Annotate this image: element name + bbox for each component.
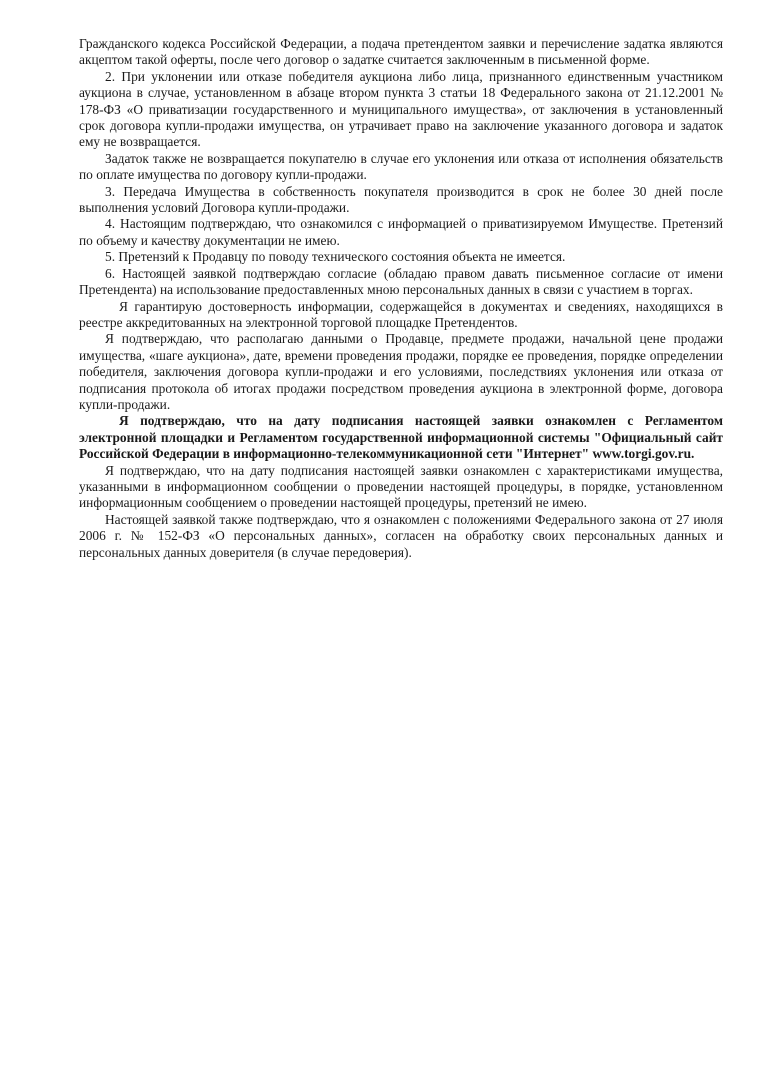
paragraph-seller-data: Я подтверждаю, что располагаю данными о Продавце, предмете продажи, начальной цене продажи имущества, «шаге аукциона», дате, времени проведения продажи, порядке ее проведения, порядке определении победителя, заключения договора купли-продажи и его условиями, последствиях уклонения или отказа от подписания протокола об итогах продажи посредством проведения аукциона в электронной форме, договора купли-продажи. bbox=[79, 331, 723, 412]
paragraph-item-2: 2. При уклонении или отказе победителя аукциона либо лица, признанного единственным участником аукциона в случае, установленном в абзаце втором пункта 3 статьи 18 Федерального закона от 21.12.2001 № 178-ФЗ «О приватизации государственного и муниципального имущества», от заключения в установленный срок договора купли-продажи имущества, он утрачивает право на заключение указанного договора и задаток ему не возвращается. bbox=[79, 68, 723, 150]
paragraph-civil-code-continuation: Гражданского кодекса Российской Федерации, а подача претендентом заявки и перечисление задатка являются акцептом такой оферты, после чего договор о задатке считается заключенным в письменной форме. bbox=[79, 36, 723, 68]
paragraph-regulations: Я подтверждаю, что на дату подписания настоящей заявки ознакомлен с Регламентом электронной площадки и Регламентом государственной информационной системы "Официальный сайт Российской Федерации в информационно-телекоммуникационной сети "Интернет" www.torgi.gov.ru. bbox=[79, 413, 723, 462]
paragraph-deposit-not-returned: Задаток также не возвращается покупателю в случае его уклонения или отказа от исполнения обязательств по оплате имущества по договору купли-продажи. bbox=[79, 150, 723, 183]
paragraph-guarantee: Я гарантирую достоверность информации, содержащейся в документах и сведениях, находящихся в реестре аккредитованных на электронной торговой площадке Претендентов. bbox=[79, 298, 723, 330]
paragraph-characteristics: Я подтверждаю, что на дату подписания настоящей заявки ознакомлен с характеристиками имущества, указанными в информационном сообщении о проведении настоящей процедуры, в порядке, установленном информационным сообщением о проведении настоящей процедуры, претензий не имею. bbox=[79, 462, 723, 511]
paragraph-item-4: 4. Настоящим подтверждаю, что ознакомился с информацией о приватизируемом Имуществе. Претензий по объему и качеству документации не имею. bbox=[79, 216, 723, 248]
paragraph-item-6: 6. Настоящей заявкой подтверждаю согласие (обладаю правом давать письменное согласие от имени Претендента) на использование предоставленных мною персональных данных в связи с участием в торгах. bbox=[79, 265, 723, 298]
document-body bbox=[79, 36, 723, 561]
paragraph-item-5: 5. Претензий к Продавцу по поводу технического состояния объекта не имеется. bbox=[105, 249, 566, 265]
paragraph-personal-data: Настоящей заявкой также подтверждаю, что я ознакомлен с положениями Федерального закона от 27 июля 2006 г. № 152-ФЗ «О персональных данных», согласен на обработку своих персональных данных и персональных данных доверителя (в случае передоверия). bbox=[79, 511, 723, 560]
paragraph-item-3: 3. Передача Имущества в собственность покупателя производится в срок не более 30 дней после выполнения условий Договора купли-продажи. bbox=[79, 183, 723, 216]
